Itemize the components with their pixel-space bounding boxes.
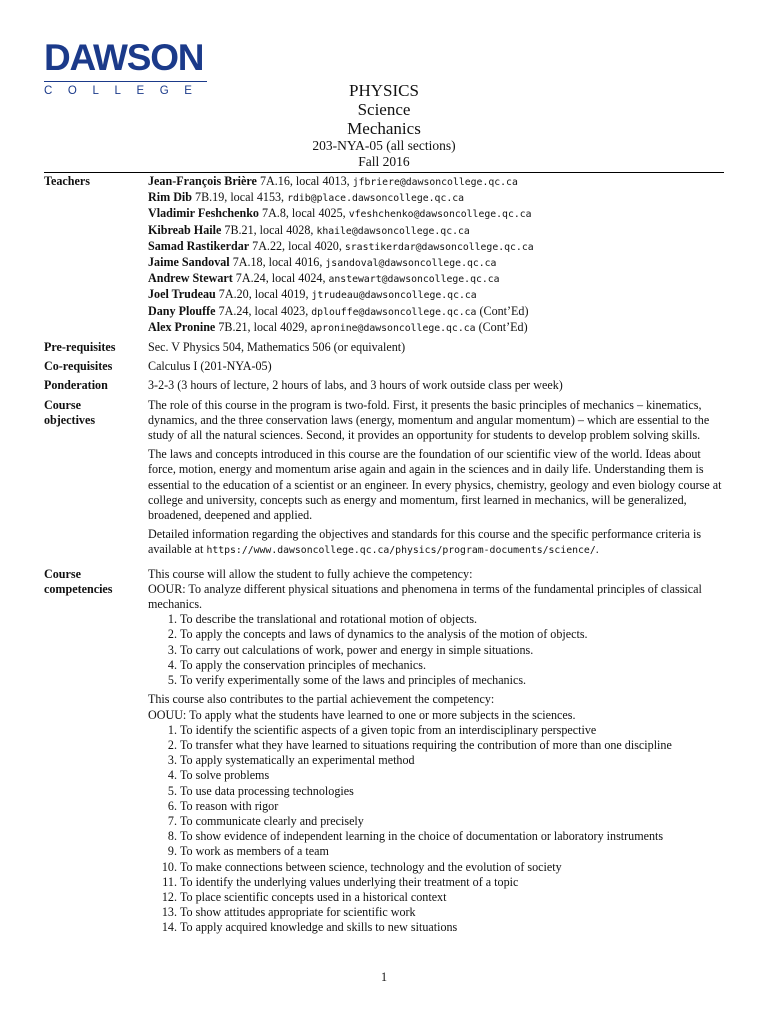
prerequisites-row: [44, 340, 724, 355]
competency-intro: This course also contributes to the partial achievement the competency:: [148, 692, 495, 707]
teacher-email[interactable]: rdib@place.dawsoncollege.qc.ca: [287, 193, 465, 205]
objectives-label: [44, 398, 148, 563]
teacher-note: (Cont’Ed): [478, 319, 528, 334]
teacher-office: 7A.18, local 4016,: [232, 255, 323, 270]
list-item: 4. To solve problems: [180, 768, 724, 783]
logo-subtitle: COLLEGE: [44, 81, 207, 97]
objectives-info-end: .: [595, 542, 599, 557]
teacher-entry: [148, 271, 724, 287]
teacher-office: 7A.24, local 4024,: [235, 271, 326, 286]
teacher-office: 7A.22, local 4020,: [252, 238, 342, 253]
program-documents-link[interactable]: https://www.dawsoncollege.qc.ca/physics/program-documents/science/: [206, 545, 596, 557]
teacher-note: (Cont’Ed): [479, 303, 529, 318]
ponderation-row: [44, 378, 724, 393]
teacher-name: Andrew Stewart: [148, 271, 233, 286]
objectives-label-line: Course: [44, 397, 81, 412]
teacher-name: Joel Trudeau: [148, 287, 216, 302]
header-discipline: PHYSICS: [349, 81, 419, 100]
teacher-office: 7A.24, local 4023,: [218, 303, 309, 318]
list-item: 9. To work as members of a team: [180, 844, 724, 859]
teacher-name: Samad Rastikerdar: [148, 238, 250, 253]
header-course-title: Mechanics: [347, 119, 421, 138]
teacher-entry: [148, 174, 724, 190]
objectives-row: [44, 398, 724, 563]
header-term: Fall 2016: [358, 154, 410, 169]
list-item: 8. To show evidence of independent learning in the choice of documentation or laboratory instruments: [180, 829, 724, 844]
list-item: 2. To transfer what they have learned to situations requiring the contribution of more than one discipline: [180, 738, 724, 753]
ponderation-value: 3-2-3 (3 hours of lecture, 2 hours of labs, and 3 hours of work outside class per week): [148, 378, 563, 393]
teacher-name: Alex Pronine: [148, 319, 216, 334]
oour-elements-list: [148, 612, 724, 688]
objectives-text: [148, 398, 724, 563]
list-item: 4. To apply the conservation principles of mechanics.: [180, 658, 724, 673]
competency-intro: This course will allow the student to fully achieve the competency:: [148, 566, 473, 581]
teacher-office: 7B.21, local 4029,: [218, 319, 308, 334]
teacher-name: Rim Dib: [148, 190, 193, 205]
header-rule: [44, 172, 724, 173]
teacher-entry: [148, 223, 724, 239]
teacher-entry: [148, 287, 724, 303]
list-item: 14. To apply acquired knowledge and skills to new situations: [180, 920, 724, 935]
teacher-email[interactable]: jfbriere@dawsoncollege.qc.ca: [352, 177, 518, 188]
teacher-name: Jean-François Brière: [148, 174, 257, 188]
teacher-office: 7A.20, local 4019,: [218, 287, 309, 302]
list-item: 10. To make connections between science, technology and the evolution of society: [180, 860, 724, 875]
oouu-elements-list: [148, 723, 724, 936]
teacher-entry: [148, 190, 724, 206]
teacher-email[interactable]: apronine@dawsoncollege.qc.ca: [310, 322, 476, 334]
teacher-entry: [148, 206, 724, 222]
competencies-row: [44, 567, 724, 940]
logo-wordmark: DAWSON: [44, 37, 204, 78]
header-program: Science: [357, 100, 411, 119]
prerequisites-value: Sec. V Physics 504, Mathematics 506 (or equivalent): [148, 340, 406, 355]
objectives-paragraph: The role of this course in the program is two-fold. First, it presents the basic principles of mechanics – kinematics, dynamics, and the three conservation laws (energy, momentum and angular momentum) – which are essential to the study of all the natural sciences. Second, it provides an opportunity for students to develop problem solving skills.: [148, 397, 710, 443]
competencies-label: [44, 567, 148, 940]
teacher-office: 7A.8, local 4025,: [262, 206, 346, 221]
competency-oouu: OOUU: To apply what the students have learned to one or more subjects in the sciences.: [148, 707, 576, 722]
list-item: 12. To place scientific concepts used in a historical context: [180, 890, 724, 905]
objectives-label-line: objectives: [44, 412, 96, 427]
teacher-office: 7B.19, local 4153,: [195, 190, 285, 205]
teacher-office: 7B.21, local 4028,: [224, 222, 314, 237]
list-item: 2. To apply the concepts and laws of dynamics to the analysis of the motion of objects.: [180, 627, 724, 642]
list-item: 13. To show attitudes appropriate for scientific work: [180, 905, 724, 920]
ponderation-label: Ponderation: [44, 378, 108, 393]
teacher-name: Kibreab Haile: [148, 222, 222, 237]
list-item: 3. To carry out calculations of work, power and energy in simple situations.: [180, 643, 724, 658]
list-item: 5. To verify experimentally some of the laws and principles of mechanics.: [180, 673, 724, 688]
teacher-email[interactable]: jtrudeau@dawsoncollege.qc.ca: [311, 290, 477, 302]
teacher-name: Vladimir Feshchenko: [148, 206, 259, 221]
teacher-email[interactable]: jsandoval@dawsoncollege.qc.ca: [325, 258, 497, 270]
competencies-text: [148, 567, 724, 940]
teacher-name: Dany Plouffe: [148, 303, 216, 318]
course-info-table: [44, 174, 724, 944]
teachers-list: [148, 174, 724, 336]
document-header: [0, 81, 768, 170]
list-item: 1. To describe the translational and rotational motion of objects.: [180, 612, 724, 627]
list-item: 3. To apply systematically an experimental method: [180, 753, 724, 768]
teacher-entry: [148, 320, 724, 336]
teacher-office: 7A.16, local 4013,: [259, 174, 350, 188]
prerequisites-label: Pre-requisites: [44, 340, 116, 355]
list-item: 6. To reason with rigor: [180, 799, 724, 814]
list-item: 11. To identify the underlying values underlying their treatment of a topic: [180, 875, 724, 890]
teacher-entry: [148, 239, 724, 255]
teachers-row: [44, 174, 724, 336]
list-item: 1. To identify the scientific aspects of a given topic from an interdisciplinary perspective: [180, 723, 724, 738]
objectives-info-text: Detailed information regarding the objectives and standards for this course and the specific performance criteria is available at: [148, 527, 702, 557]
objectives-paragraph: The laws and concepts introduced in this course are the foundation of our scientific view of the world. Ideas about force, motion, energy and momentum arise again and again in the sciences and in daily life. Understanding them is essential to the education of a scientist or an engineer. In every physics, chemistry, geology and even biology course at college and university, concepts such as energy and momentum, first learned in mechanics, will be generalized, broadened, deepened and applied.: [148, 447, 722, 523]
teacher-email[interactable]: anstewart@dawsoncollege.qc.ca: [328, 274, 500, 286]
list-item: 7. To communicate clearly and precisely: [180, 814, 724, 829]
competencies-label-line: Course: [44, 566, 81, 581]
teacher-email[interactable]: srastikerdar@dawsoncollege.qc.ca: [344, 241, 534, 253]
page-number: 1: [380, 970, 388, 984]
teacher-email[interactable]: khaile@dawsoncollege.qc.ca: [316, 225, 470, 237]
corequisites-label: Co-requisites: [44, 359, 113, 374]
teacher-name: Jaime Sandoval: [148, 255, 230, 270]
competencies-label-line: competencies: [44, 581, 113, 596]
teacher-entry: [148, 255, 724, 271]
competency-oour: OOUR: To analyze different physical situations and phenomena in terms of the fundamental principles of classical mechanics.: [148, 581, 702, 612]
teacher-email[interactable]: dplouffe@dawsoncollege.qc.ca: [311, 306, 477, 318]
list-item: 5. To use data processing technologies: [180, 784, 724, 799]
corequisites-row: [44, 359, 724, 374]
objectives-paragraph: [148, 527, 724, 558]
teachers-label: Teachers: [44, 174, 90, 188]
teacher-entry: [148, 304, 724, 320]
corequisites-value: Calculus I (201-NYA-05): [148, 359, 272, 374]
teacher-email[interactable]: vfeshchenko@dawsoncollege.qc.ca: [348, 209, 532, 221]
header-course-code: 203-NYA-05 (all sections): [312, 138, 456, 153]
